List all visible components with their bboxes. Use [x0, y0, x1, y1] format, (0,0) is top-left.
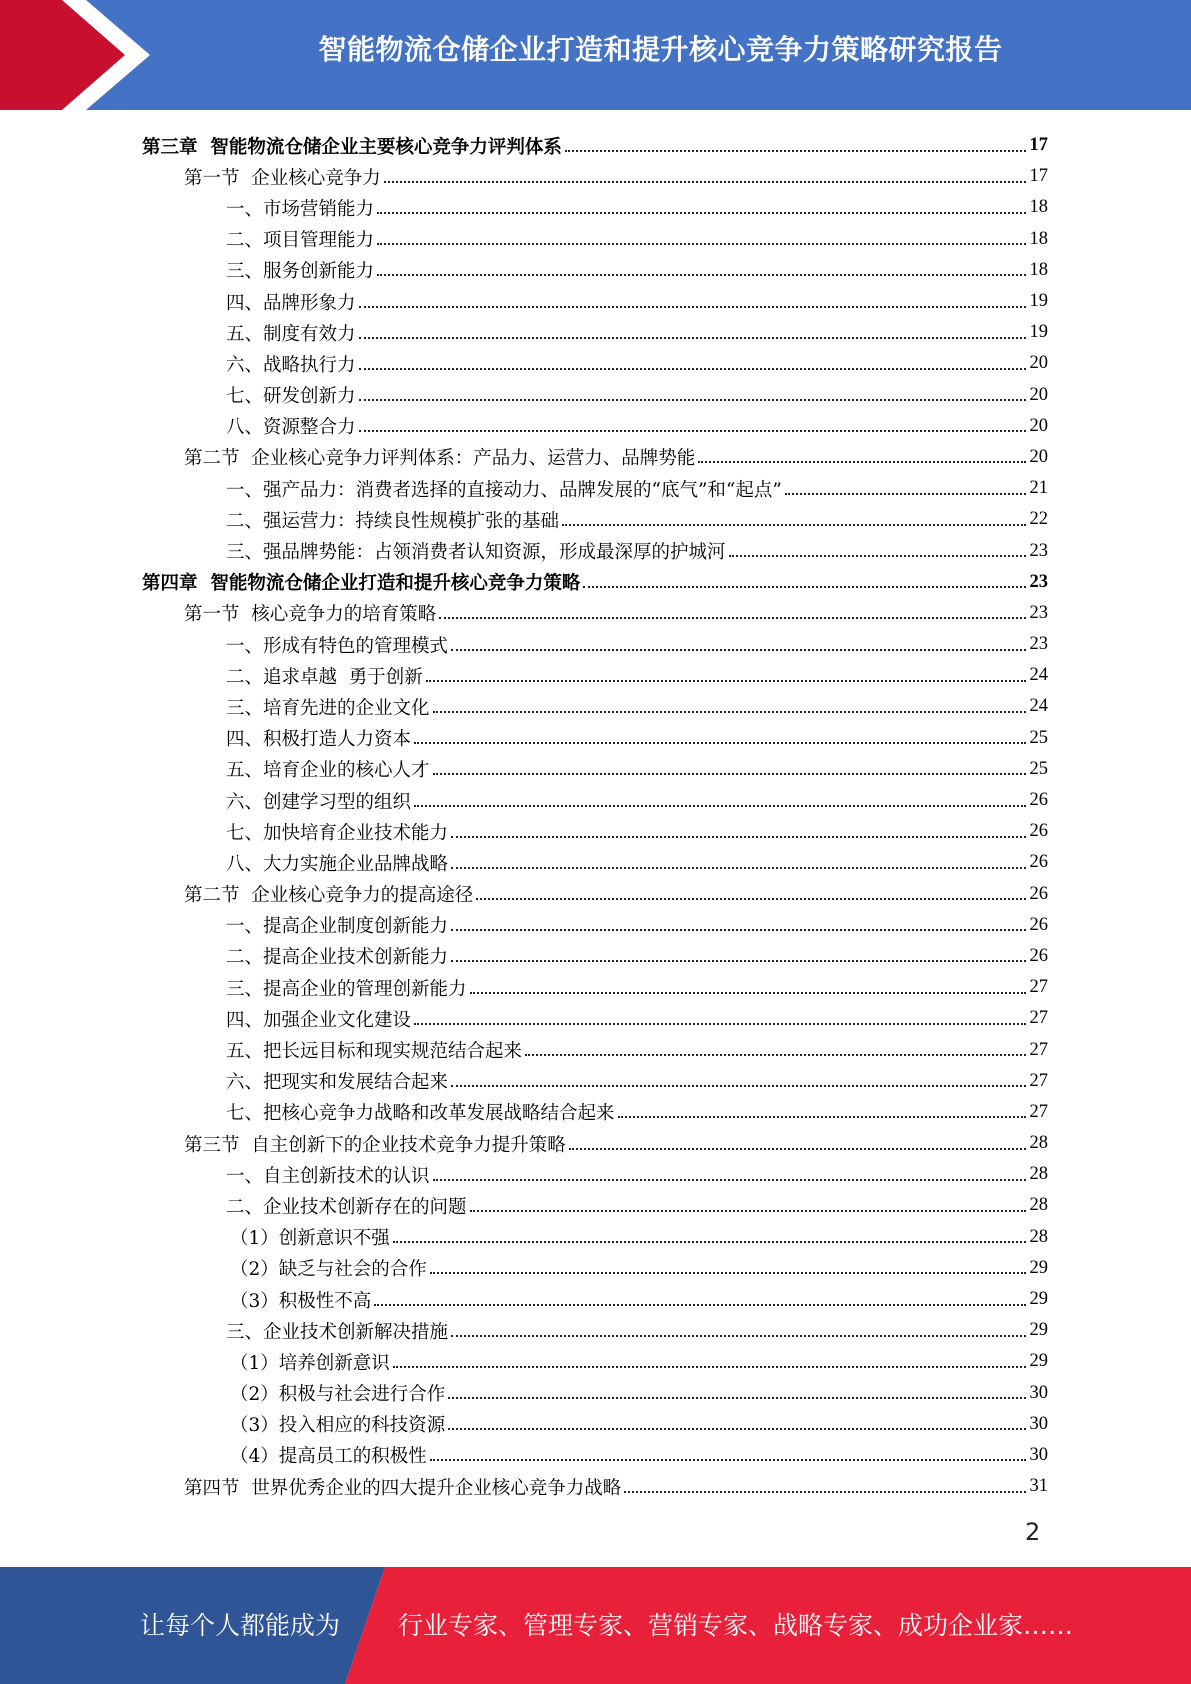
toc-subsection-entry[interactable] [142, 723, 1048, 754]
toc-entry-title: 一、自主创新技术的认识 [226, 1165, 430, 1187]
toc-entry-title: 第一节 企业核心竞争力 [184, 167, 381, 189]
toc-subsection-entry[interactable] [142, 1034, 1048, 1065]
toc-entry-page: 26 [1029, 914, 1048, 935]
toc-entry-title: 一、形成有特色的管理模式 [226, 635, 449, 657]
toc-entry-page: 29 [1029, 1320, 1048, 1341]
toc-section-entry[interactable] [142, 442, 1048, 473]
toc-entry-page: 27 [1029, 1101, 1048, 1122]
toc-section-entry[interactable] [142, 1471, 1048, 1502]
page-header [0, 0, 1191, 110]
toc-subsection-entry[interactable] [142, 286, 1048, 317]
toc-subsection-entry[interactable] [142, 1346, 1048, 1377]
toc-dot-leader [359, 368, 1026, 370]
toc-dot-leader [384, 181, 1026, 183]
toc-dot-leader [433, 1179, 1026, 1181]
page-footer [0, 1567, 1191, 1684]
toc-dot-leader [433, 773, 1026, 775]
toc-dot-leader [565, 150, 1026, 152]
toc-entry-page: 26 [1029, 790, 1048, 811]
toc-entry-page: 26 [1029, 883, 1048, 904]
toc-chapter-entry[interactable] [142, 130, 1048, 161]
toc-subsection-entry[interactable] [142, 1190, 1048, 1221]
toc-entry-page: 17 [1029, 166, 1048, 187]
toc-dot-leader [393, 1366, 1026, 1368]
toc-entry-page: 27 [1029, 977, 1048, 998]
toc-entry-page: 26 [1029, 821, 1048, 842]
toc-subsection-entry[interactable] [142, 473, 1048, 504]
toc-dot-leader [359, 399, 1026, 401]
toc-entry-title: 二、提高企业技术创新能力 [226, 947, 449, 969]
toc-dot-leader [377, 274, 1026, 276]
toc-dot-leader [430, 1459, 1026, 1461]
toc-dot-leader [433, 711, 1026, 713]
toc-entry-title: 第四章 智能物流仓储企业打造和提升核心竞争力策略 [142, 573, 581, 595]
toc-entry-page: 20 [1029, 446, 1048, 467]
toc-subsection-entry[interactable] [142, 847, 1048, 878]
toc-entry-page: 29 [1029, 1289, 1048, 1310]
toc-entry-title: 三、培育先进的企业文化 [226, 697, 430, 719]
toc-entry-page: 28 [1029, 1226, 1048, 1247]
table-of-contents [142, 130, 1048, 1502]
toc-section-entry[interactable] [142, 1128, 1048, 1159]
toc-entry-title: 八、大力实施企业品牌战略 [226, 853, 449, 875]
toc-entry-title: 四、积极打造人力资本 [226, 729, 412, 751]
toc-entry-title: 六、战略执行力 [226, 354, 356, 376]
toc-entry-page: 28 [1029, 1195, 1048, 1216]
toc-entry-page: 18 [1029, 228, 1048, 249]
toc-dot-leader [729, 555, 1026, 557]
toc-subsection-entry[interactable] [142, 535, 1048, 566]
toc-entry-page: 29 [1029, 1351, 1048, 1372]
toc-entry-title: 七、加快培育企业技术能力 [226, 822, 449, 844]
toc-dot-leader [451, 1085, 1026, 1087]
toc-subsection-entry[interactable] [142, 411, 1048, 442]
toc-entry-title: 四、品牌形象力 [226, 292, 356, 314]
toc-dot-leader [525, 1054, 1026, 1056]
toc-entry-title: 第三章 智能物流仓储企业主要核心竞争力评判体系 [142, 136, 562, 158]
toc-dot-leader [562, 524, 1026, 526]
toc-dot-leader [448, 1397, 1026, 1399]
toc-entry-title: 七、把核心竞争力战略和改革发展战略结合起来 [226, 1103, 615, 1125]
toc-entry-page: 25 [1029, 758, 1048, 779]
toc-dot-leader [414, 1023, 1026, 1025]
toc-entry-title: （1）创新意识不强 [230, 1228, 390, 1250]
toc-entry-page: 28 [1029, 1164, 1048, 1185]
toc-entry-title: 一、提高企业制度创新能力 [226, 916, 449, 938]
toc-dot-leader [698, 461, 1026, 463]
toc-entry-title: 七、研发创新力 [226, 386, 356, 408]
toc-dot-leader [624, 1491, 1026, 1493]
toc-entry-page: 26 [1029, 945, 1048, 966]
toc-subsection-entry[interactable] [142, 1315, 1048, 1346]
toc-entry-title: 三、提高企业的管理创新能力 [226, 978, 467, 1000]
toc-entry-page: 20 [1029, 384, 1048, 405]
toc-entry-page: 29 [1029, 1257, 1048, 1278]
toc-dot-leader [359, 430, 1026, 432]
toc-entry-page: 24 [1029, 665, 1048, 686]
toc-entry-page: 30 [1029, 1382, 1048, 1403]
toc-entry-title: （4）提高员工的积极性 [230, 1446, 427, 1468]
toc-entry-page: 23 [1029, 571, 1048, 592]
toc-entry-title: 一、强产品力：消费者选择的直接动力、品牌发展的“底气”和“起点” [226, 479, 782, 501]
toc-section-entry[interactable] [142, 598, 1048, 629]
toc-dot-leader [430, 1272, 1026, 1274]
toc-dot-leader [377, 212, 1026, 214]
toc-dot-leader [426, 680, 1026, 682]
toc-dot-leader [569, 1148, 1026, 1150]
toc-entry-page: 27 [1029, 1039, 1048, 1060]
toc-entry-page: 24 [1029, 696, 1048, 717]
toc-subsection-entry[interactable] [142, 255, 1048, 286]
report-title: 智能物流仓储企业打造和提升核心竞争力策略研究报告 [318, 33, 1003, 66]
toc-subsection-entry[interactable] [142, 1378, 1048, 1409]
toc-section-entry[interactable] [142, 161, 1048, 192]
toc-entry-title: 二、强运营力：持续良性规模扩张的基础 [226, 510, 560, 532]
toc-entry-page: 22 [1029, 509, 1048, 530]
toc-subsection-entry[interactable] [142, 629, 1048, 660]
toc-entry-page: 19 [1029, 322, 1048, 343]
toc-entry-title: 二、项目管理能力 [226, 230, 375, 252]
toc-entry-page: 28 [1029, 1133, 1048, 1154]
toc-entry-page: 21 [1029, 478, 1048, 499]
toc-dot-leader [377, 243, 1026, 245]
toc-subsection-entry[interactable] [142, 754, 1048, 785]
toc-entry-title: 第四节 世界优秀企业的四大提升企业核心竞争力战略 [184, 1477, 622, 1499]
toc-subsection-entry[interactable] [142, 1409, 1048, 1440]
toc-entry-page: 27 [1029, 1070, 1048, 1091]
toc-entry-page: 18 [1029, 197, 1048, 218]
toc-entry-page: 25 [1029, 727, 1048, 748]
toc-entry-page: 30 [1029, 1413, 1048, 1434]
toc-subsection-entry[interactable] [142, 691, 1048, 722]
toc-entry-page: 30 [1029, 1444, 1048, 1465]
toc-dot-leader [785, 493, 1026, 495]
toc-dot-leader [451, 960, 1026, 962]
toc-subsection-entry[interactable] [142, 972, 1048, 1003]
footer-slogan-right: 行业专家、管理专家、营销专家、战略专家、成功企业家…… [398, 1611, 1074, 1640]
toc-subsection-entry[interactable] [142, 816, 1048, 847]
toc-entry-page: 31 [1029, 1476, 1048, 1497]
toc-subsection-entry[interactable] [142, 910, 1048, 941]
toc-dot-leader [583, 586, 1026, 588]
toc-subsection-entry[interactable] [142, 1003, 1048, 1034]
toc-dot-leader [451, 836, 1026, 838]
toc-dot-leader [414, 742, 1026, 744]
toc-subsection-entry[interactable] [142, 1284, 1048, 1315]
toc-entry-title: 三、强品牌势能：占领消费者认知资源，形成最深厚的护城河 [226, 542, 726, 564]
toc-entry-page: 20 [1029, 415, 1048, 436]
toc-subsection-entry[interactable] [142, 224, 1048, 255]
toc-entry-page: 23 [1029, 540, 1048, 561]
toc-dot-leader [393, 1241, 1026, 1243]
toc-section-entry[interactable] [142, 879, 1048, 910]
toc-entry-title: 第二节 企业核心竞争力的提高途径 [184, 885, 474, 907]
toc-entry-page: 26 [1029, 852, 1048, 873]
toc-entry-page: 20 [1029, 353, 1048, 374]
toc-entry-title: 八、资源整合力 [226, 417, 356, 439]
toc-entry-title: 第三节 自主创新下的企业技术竞争力提升策略 [184, 1134, 566, 1156]
toc-subsection-entry[interactable] [142, 941, 1048, 972]
page-number: 2 [1025, 1518, 1041, 1546]
toc-dot-leader [451, 649, 1026, 651]
toc-dot-leader [374, 1304, 1026, 1306]
toc-entry-title: （3）积极性不高 [230, 1290, 372, 1312]
toc-entry-title: 五、培育企业的核心人才 [226, 760, 430, 782]
toc-subsection-entry[interactable] [142, 1253, 1048, 1284]
toc-dot-leader [451, 929, 1026, 931]
toc-dot-leader [618, 1116, 1026, 1118]
toc-entry-page: 19 [1029, 291, 1048, 312]
toc-dot-leader [359, 337, 1026, 339]
toc-chapter-entry[interactable] [142, 567, 1048, 598]
toc-entry-title: 二、追求卓越 勇于创新 [226, 666, 423, 688]
toc-dot-leader [451, 1335, 1026, 1337]
toc-subsection-entry[interactable] [142, 348, 1048, 379]
toc-subsection-entry[interactable] [142, 785, 1048, 816]
toc-subsection-entry[interactable] [142, 1159, 1048, 1190]
toc-dot-leader [448, 1428, 1026, 1430]
toc-entry-title: 第二节 企业核心竞争力评判体系：产品力、运营力、品牌势能 [184, 448, 696, 470]
toc-entry-title: 六、创建学习型的组织 [226, 791, 412, 813]
toc-dot-leader [439, 617, 1026, 619]
toc-entry-title: 三、企业技术创新解决措施 [226, 1321, 449, 1343]
toc-entry-title: 五、把长远目标和现实规范结合起来 [226, 1041, 523, 1063]
toc-entry-page: 18 [1029, 259, 1048, 280]
toc-entry-title: （3）投入相应的科技资源 [230, 1415, 446, 1437]
toc-entry-page: 27 [1029, 1008, 1048, 1029]
toc-entry-title: 四、加强企业文化建设 [226, 1009, 412, 1031]
toc-subsection-entry[interactable] [142, 1222, 1048, 1253]
toc-subsection-entry[interactable] [142, 380, 1048, 411]
toc-subsection-entry[interactable] [142, 317, 1048, 348]
toc-subsection-entry[interactable] [142, 1440, 1048, 1471]
toc-subsection-entry[interactable] [142, 1066, 1048, 1097]
toc-entry-title: （2）积极与社会进行合作 [230, 1384, 446, 1406]
toc-dot-leader [476, 898, 1026, 900]
toc-entry-title: 二、企业技术创新存在的问题 [226, 1196, 467, 1218]
toc-subsection-entry[interactable] [142, 660, 1048, 691]
toc-dot-leader [359, 306, 1026, 308]
toc-dot-leader [470, 1210, 1026, 1212]
toc-entry-title: 第一节 核心竞争力的培育策略 [184, 604, 437, 626]
footer-slogan-left: 让每个人都能成为 [140, 1611, 341, 1640]
toc-entry-page: 17 [1029, 135, 1048, 156]
toc-entry-title: 六、把现实和发展结合起来 [226, 1072, 449, 1094]
toc-dot-leader [470, 992, 1026, 994]
toc-entry-title: 三、服务创新能力 [226, 261, 375, 283]
toc-entry-title: 五、制度有效力 [226, 323, 356, 345]
toc-subsection-entry[interactable] [142, 192, 1048, 223]
toc-entry-title: （2）缺乏与社会的合作 [230, 1259, 427, 1281]
toc-entry-title: （1）培养创新意识 [230, 1352, 390, 1374]
toc-dot-leader [414, 805, 1026, 807]
toc-dot-leader [451, 867, 1026, 869]
toc-entry-page: 23 [1029, 602, 1048, 623]
toc-subsection-entry[interactable] [142, 1097, 1048, 1128]
toc-entry-page: 23 [1029, 634, 1048, 655]
toc-entry-title: 一、市场营销能力 [226, 198, 375, 220]
toc-subsection-entry[interactable] [142, 504, 1048, 535]
